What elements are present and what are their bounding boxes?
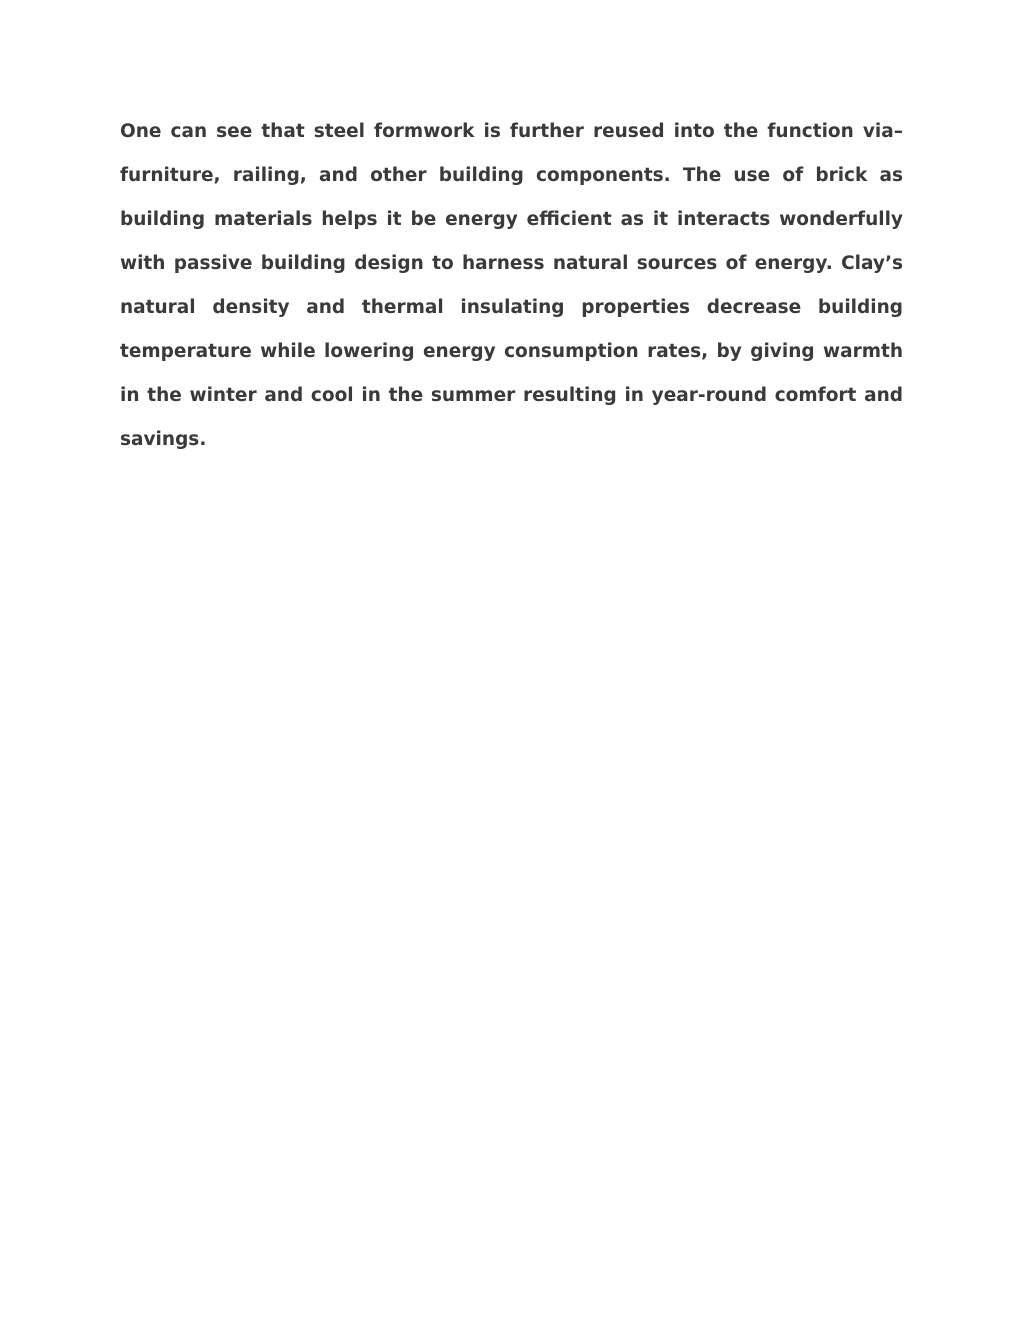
body-paragraph: One can see that steel formwork is further reused into the function via–furniture, railing, and other building components. The use of brick as building materials helps it be energy efficient as it interacts wonderfully with passive building design to harness natural sources of energy. Clay’s natural density and thermal insulating properties decrease building temperature while lowering energy consumption rates, by giving warmth in the winter and cool in the summer resulting in year-round comfort and savings.	[120, 121, 903, 450]
